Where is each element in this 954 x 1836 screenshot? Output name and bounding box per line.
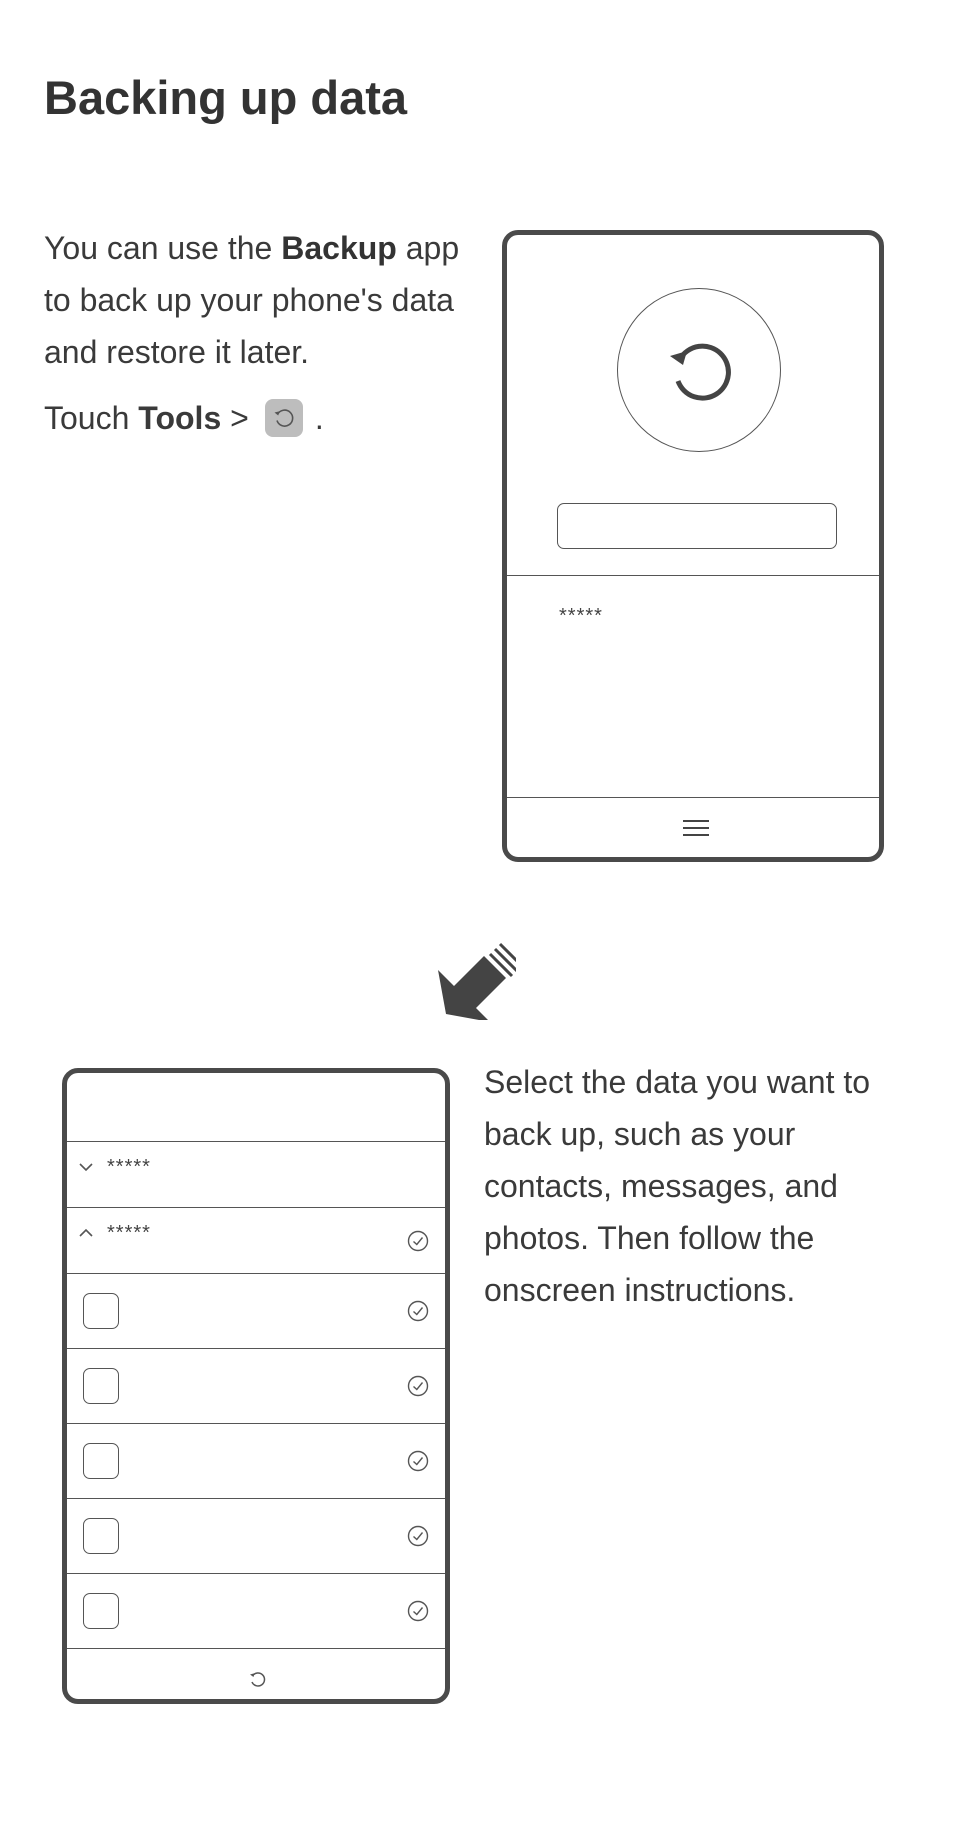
menu-icon[interactable]: [683, 818, 709, 838]
item-checkbox[interactable]: [83, 1593, 119, 1629]
divider: [67, 1648, 445, 1649]
category-row-collapsed[interactable]: [67, 1141, 445, 1207]
list-item[interactable]: [67, 1423, 445, 1498]
item-checkbox[interactable]: [83, 1293, 119, 1329]
backup-select-phone: [62, 1068, 450, 1704]
category-label: *****: [107, 1222, 151, 1244]
chevron-up-icon: [79, 1228, 93, 1238]
item-checkbox[interactable]: [83, 1368, 119, 1404]
tools-label: Tools: [138, 400, 222, 436]
intro-paragraph: [44, 222, 476, 378]
backup-list-label: *****: [559, 605, 603, 627]
touch-separator: >: [221, 400, 249, 436]
backup-circle-button[interactable]: [617, 288, 781, 452]
item-checkbox[interactable]: [83, 1443, 119, 1479]
down-left-arrow-icon: [436, 940, 516, 1020]
backup-refresh-icon[interactable]: [247, 1669, 267, 1689]
backup-action-field[interactable]: [557, 503, 837, 549]
check-circle-icon[interactable]: [407, 1600, 429, 1622]
intro-text-1: You can use the: [44, 230, 282, 266]
check-circle-icon[interactable]: [407, 1375, 429, 1397]
backup-home-phone: [502, 230, 884, 862]
check-circle-icon[interactable]: [407, 1450, 429, 1472]
category-label: *****: [107, 1156, 151, 1178]
divider: [507, 797, 879, 798]
list-item[interactable]: [67, 1573, 445, 1648]
divider: [507, 575, 879, 576]
touch-suffix: .: [314, 400, 324, 436]
check-circle-icon[interactable]: [407, 1230, 429, 1252]
check-circle-icon[interactable]: [407, 1300, 429, 1322]
check-circle-icon[interactable]: [407, 1525, 429, 1547]
item-checkbox[interactable]: [83, 1518, 119, 1554]
refresh-icon: [658, 329, 742, 413]
select-instructions: Select the data you want to back up, such as your contacts, messages, and photos. Then follow the onscreen instructions.: [484, 1064, 871, 1308]
list-item[interactable]: [67, 1348, 445, 1423]
list-item[interactable]: [67, 1273, 445, 1348]
page-title: Backing up data: [44, 71, 408, 124]
list-item[interactable]: [67, 1498, 445, 1573]
chevron-down-icon: [79, 1162, 93, 1172]
touch-prefix: Touch: [44, 400, 139, 436]
backup-app-name: Backup: [281, 230, 397, 266]
category-row-expanded[interactable]: [67, 1207, 445, 1273]
touch-instruction: [44, 392, 324, 444]
intro-text-2: app to back up your phone's data and restore it later.: [44, 230, 460, 370]
backup-app-icon: [265, 399, 303, 437]
